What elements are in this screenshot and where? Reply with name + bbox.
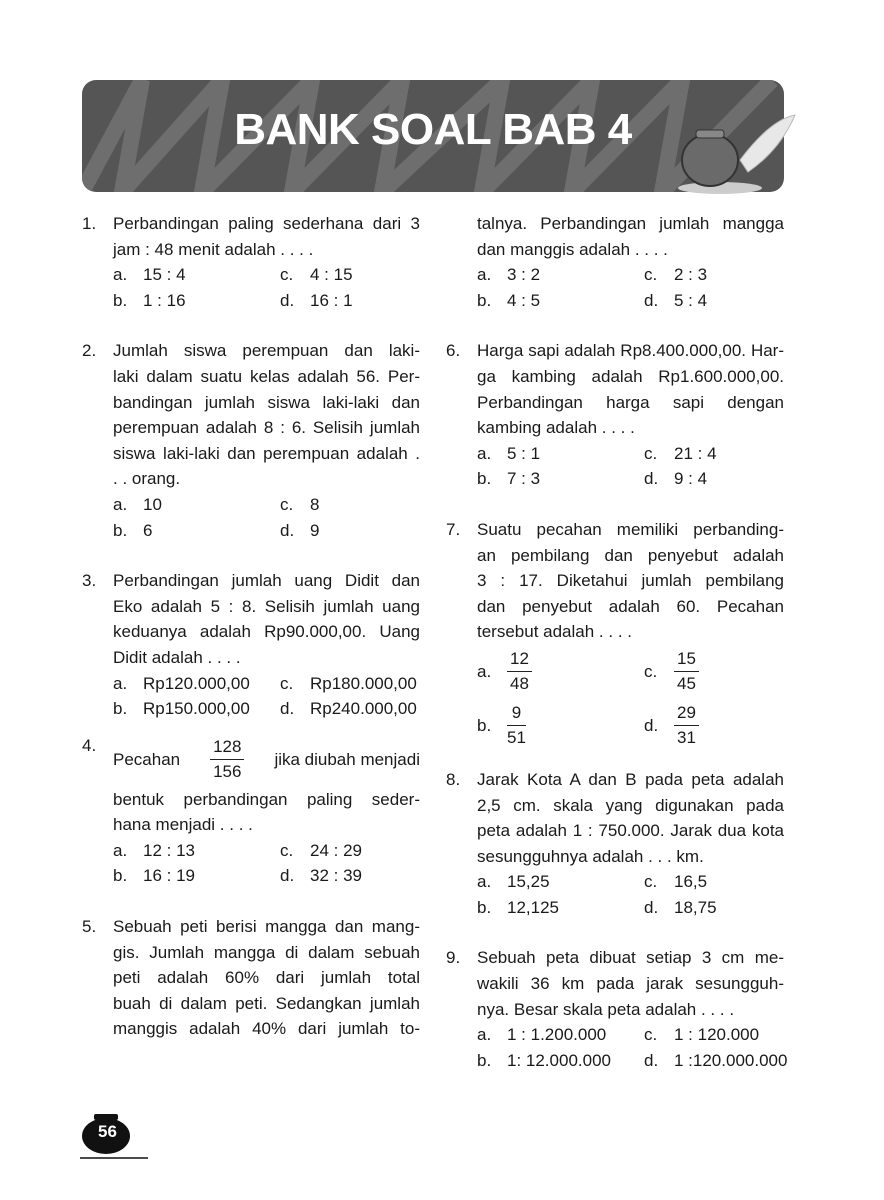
question-text-line: jam : 48 menit adalah . . . . <box>113 239 314 259</box>
option-letter: d. <box>644 897 659 917</box>
question-text-line: siswa laki-laki dan perempuan adalah . <box>113 443 420 463</box>
question-text-line: hana menjadi . . . . <box>113 815 253 835</box>
numerator: 128 <box>210 735 244 760</box>
option-letter: c. <box>280 673 294 693</box>
option-value: 5 : 1 <box>507 443 541 463</box>
question-7 <box>446 517 784 753</box>
question-9 <box>446 945 788 1073</box>
answer-options <box>113 492 420 543</box>
denominator: 31 <box>677 728 696 748</box>
answer-option-c <box>644 869 784 895</box>
answer-option-a <box>113 492 280 518</box>
denominator: 45 <box>677 674 696 694</box>
option-letter: c. <box>644 1025 658 1045</box>
option-letter: c. <box>280 265 294 285</box>
page-number-badge <box>80 1110 150 1170</box>
question-text: Pecahan <box>113 749 181 769</box>
question-4 <box>82 733 420 889</box>
option-letter: a. <box>477 443 492 463</box>
option-letter: d. <box>280 699 295 719</box>
question-text-line: manggis adalah 40% dari jumlah to- <box>113 1019 420 1039</box>
answer-option-a <box>113 262 280 288</box>
answer-option-c <box>280 492 420 518</box>
option-letter: d. <box>280 520 295 540</box>
question-text-line: 3 : 17. Diketahui jumlah pembilang <box>477 571 784 591</box>
right-column <box>446 211 788 1098</box>
option-value: 5 : 4 <box>674 290 708 310</box>
question-text-line: tersebut adalah . . . . <box>477 622 632 642</box>
answer-options <box>113 671 420 722</box>
answer-option-d <box>644 1048 788 1074</box>
option-letter: c. <box>644 265 658 285</box>
question-text-line: Eko adalah 5 : 8. Selisih jumlah uang <box>113 596 420 616</box>
option-letter: b. <box>113 520 128 540</box>
answer-options <box>113 262 420 313</box>
fraction <box>507 647 532 696</box>
answer-options <box>477 262 784 313</box>
option-value: 10 <box>143 494 162 514</box>
answer-option-c <box>644 1022 784 1048</box>
option-value: 4 : 15 <box>310 265 353 285</box>
option-value: 32 : 39 <box>310 866 362 886</box>
question-text-line: peta adalah 1 : 750.000. Jarak dua kota <box>477 821 784 841</box>
left-column <box>82 211 420 1067</box>
question-2 <box>82 338 420 543</box>
fraction <box>674 647 699 696</box>
option-letter: b. <box>113 699 128 719</box>
answer-option-c <box>280 262 420 288</box>
answer-option-a <box>477 869 644 895</box>
question-8 <box>446 767 784 921</box>
question-text-line: laki dalam suatu kelas adalah 56. Per- <box>113 366 420 386</box>
question-text-line: sesungguhnya adalah . . . km. <box>477 846 704 866</box>
question-text-line: Sebuah peti berisi mangga dan mang- <box>113 917 420 937</box>
answer-option-b <box>113 518 280 544</box>
answer-option-d <box>644 288 784 314</box>
option-value: 1 : 16 <box>143 290 186 310</box>
question-text-line: peti adalah 60% dari jumlah total <box>113 968 420 988</box>
question-text: jika diubah menjadi <box>274 749 420 769</box>
answer-option-d <box>280 696 420 722</box>
question-text-line: gis. Jumlah mangga di dalam sebuah <box>113 942 420 962</box>
question-text-line: an pembilang dan penyebut adalah <box>477 545 784 565</box>
option-value: 1 : 120.000 <box>674 1025 760 1045</box>
option-value: 2 : 3 <box>674 265 708 285</box>
answer-option-a <box>477 262 644 288</box>
option-value: 1: 12.000.000 <box>507 1050 611 1070</box>
question-5-continued <box>446 211 784 313</box>
option-letter: c. <box>280 840 294 860</box>
option-value: 9 <box>310 520 320 540</box>
question-text-line: ga kambing adalah Rp1.600.000,00. <box>477 366 784 386</box>
denominator: 48 <box>510 674 529 694</box>
question-text-line: Jarak Kota A dan B pada peta adalah <box>477 769 784 789</box>
answer-option-c <box>280 671 420 697</box>
option-letter: d. <box>644 469 659 489</box>
question-3 <box>82 568 420 722</box>
question-text-line: talnya. Perbandingan jumlah mangga <box>477 214 784 233</box>
answer-option-d <box>280 863 420 889</box>
answer-option-d <box>280 288 420 314</box>
option-letter: b. <box>477 469 492 489</box>
question-text-line: Perbandingan paling sederhana dari 3 <box>113 214 420 233</box>
question-number: 7. <box>446 519 461 539</box>
question-number: 6. <box>446 341 461 361</box>
answer-option-d <box>644 466 784 492</box>
answer-option-b <box>477 466 644 492</box>
denominator: 51 <box>507 728 526 748</box>
option-value: 24 : 29 <box>310 840 362 860</box>
option-letter: b. <box>113 866 128 886</box>
option-value: 16 : 19 <box>143 866 195 886</box>
question-text-line: bandingan jumlah siswa laki-laki dan <box>113 392 420 412</box>
question-text-line: Perbandingan jumlah uang Didit dan <box>113 571 420 591</box>
answer-option-a <box>477 1022 644 1048</box>
option-letter: a. <box>113 840 128 860</box>
option-value: Rp150.000,00 <box>143 699 250 719</box>
question-text-line: kambing adalah . . . . <box>477 418 635 438</box>
question-number: 4. <box>82 735 97 755</box>
question-text-line: . . orang. <box>113 469 181 489</box>
option-letter: b. <box>477 716 492 736</box>
option-letter: b. <box>477 897 492 917</box>
option-value: 12 : 13 <box>143 840 195 860</box>
option-letter: c. <box>280 494 294 514</box>
answer-option-b <box>113 288 280 314</box>
question-number: 1. <box>82 214 97 233</box>
option-letter: c. <box>644 662 658 682</box>
question-number: 8. <box>446 769 461 789</box>
answer-option-c <box>644 262 784 288</box>
option-letter: d. <box>644 716 659 736</box>
option-value: 15,25 <box>507 872 550 892</box>
question-6 <box>446 338 784 492</box>
question-text-line: Harga sapi adalah Rp8.400.000,00. Har- <box>477 341 784 361</box>
option-letter: a. <box>477 265 492 285</box>
answer-option-d <box>280 518 420 544</box>
question-text-line: 2,5 cm. skala yang digunakan pada <box>477 795 784 815</box>
answer-option-b <box>477 699 644 753</box>
option-letter: d. <box>644 290 659 310</box>
option-value: 1 :120.000.000 <box>674 1050 788 1070</box>
option-letter: a. <box>113 494 128 514</box>
question-text-line: nya. Besar skala peta adalah . . . . <box>477 999 735 1019</box>
answer-option-a <box>477 441 644 467</box>
numerator: 29 <box>674 701 699 726</box>
option-letter: a. <box>477 1025 492 1045</box>
numerator: 15 <box>674 647 699 672</box>
option-letter: c. <box>644 443 658 463</box>
option-value: 21 : 4 <box>674 443 717 463</box>
option-letter: b. <box>477 1050 492 1070</box>
question-text-line: dan manggis adalah . . . . <box>477 239 668 259</box>
option-value: 4 : 5 <box>507 290 541 310</box>
option-value: 6 <box>143 520 153 540</box>
question-text-line: dan penyebut adalah 60. Pecahan <box>477 596 784 616</box>
question-5 <box>82 914 420 1042</box>
fraction <box>674 701 699 750</box>
page-number: 56 <box>98 1122 117 1141</box>
question-text-line: keduanya adalah Rp90.000,00. Uang <box>113 622 420 642</box>
question-text-line: wakili 36 km pada jarak sesungguh- <box>477 974 784 994</box>
answer-option-b <box>477 895 644 921</box>
option-letter: c. <box>644 872 658 892</box>
numerator: 12 <box>507 647 532 672</box>
option-value: Rp240.000,00 <box>310 699 417 719</box>
question-text-line: buah di dalam peti. Sedangkan jumlah <box>113 993 420 1013</box>
question-number: 3. <box>82 571 97 591</box>
option-value: 18,75 <box>674 897 717 917</box>
option-letter: d. <box>644 1050 659 1070</box>
question-text-line: perempuan adalah 8 : 6. Selisih jumlah <box>113 418 420 438</box>
fraction <box>507 701 526 750</box>
option-value: 15 : 4 <box>143 265 186 285</box>
option-value: 16,5 <box>674 872 708 892</box>
question-text-line: Perbandingan harga sapi dengan <box>477 392 784 412</box>
question-text-line: Didit adalah . . . . <box>113 647 241 667</box>
answer-option-c <box>644 441 784 467</box>
question-text-line: Jumlah siswa perempuan dan laki- <box>113 341 420 361</box>
answer-options <box>477 645 784 753</box>
answer-option-a <box>477 645 644 699</box>
option-value: 7 : 3 <box>507 469 541 489</box>
answer-option-d <box>644 895 784 921</box>
answer-option-c <box>280 838 420 864</box>
option-letter: d. <box>280 866 295 886</box>
option-letter: a. <box>477 662 492 682</box>
option-letter: d. <box>280 290 295 310</box>
answer-option-b <box>477 288 644 314</box>
question-number: 5. <box>82 917 97 937</box>
denominator: 156 <box>213 762 242 782</box>
answer-option-b <box>477 1048 644 1074</box>
question-text-line: Suatu pecahan memiliki perbanding- <box>477 519 784 539</box>
page-title: BANK SOAL BAB 4 <box>234 105 632 154</box>
fraction <box>210 735 244 784</box>
answer-option-d <box>644 699 784 753</box>
option-value: 9 : 4 <box>674 469 708 489</box>
option-letter: b. <box>477 290 492 310</box>
option-value: 12,125 <box>507 897 559 917</box>
option-letter: a. <box>477 872 492 892</box>
question-number: 9. <box>446 948 461 968</box>
answer-option-b <box>113 696 280 722</box>
answer-options <box>113 838 420 889</box>
question-text-line: Sebuah peta dibuat setiap 3 cm me- <box>477 948 784 968</box>
answer-options <box>477 869 784 920</box>
option-value: 8 <box>310 494 320 514</box>
question-1 <box>82 211 420 313</box>
option-letter: b. <box>113 290 128 310</box>
question-text-line: bentuk perbandingan paling seder- <box>113 789 420 809</box>
option-value: Rp120.000,00 <box>143 673 250 693</box>
option-letter: a. <box>113 265 128 285</box>
answer-option-b <box>113 863 280 889</box>
option-value: 3 : 2 <box>507 265 541 285</box>
option-value: 1 : 1.200.000 <box>507 1025 607 1045</box>
option-value: 16 : 1 <box>310 290 353 310</box>
question-text-line <box>113 733 420 787</box>
answer-options <box>477 1022 788 1073</box>
option-value: Rp180.000,00 <box>310 673 417 693</box>
answer-option-c <box>644 645 784 699</box>
answer-option-a <box>113 838 280 864</box>
question-number: 2. <box>82 341 97 361</box>
answer-options <box>477 441 784 492</box>
option-letter: a. <box>113 673 128 693</box>
numerator: 9 <box>507 701 526 726</box>
answer-option-a <box>113 671 280 697</box>
